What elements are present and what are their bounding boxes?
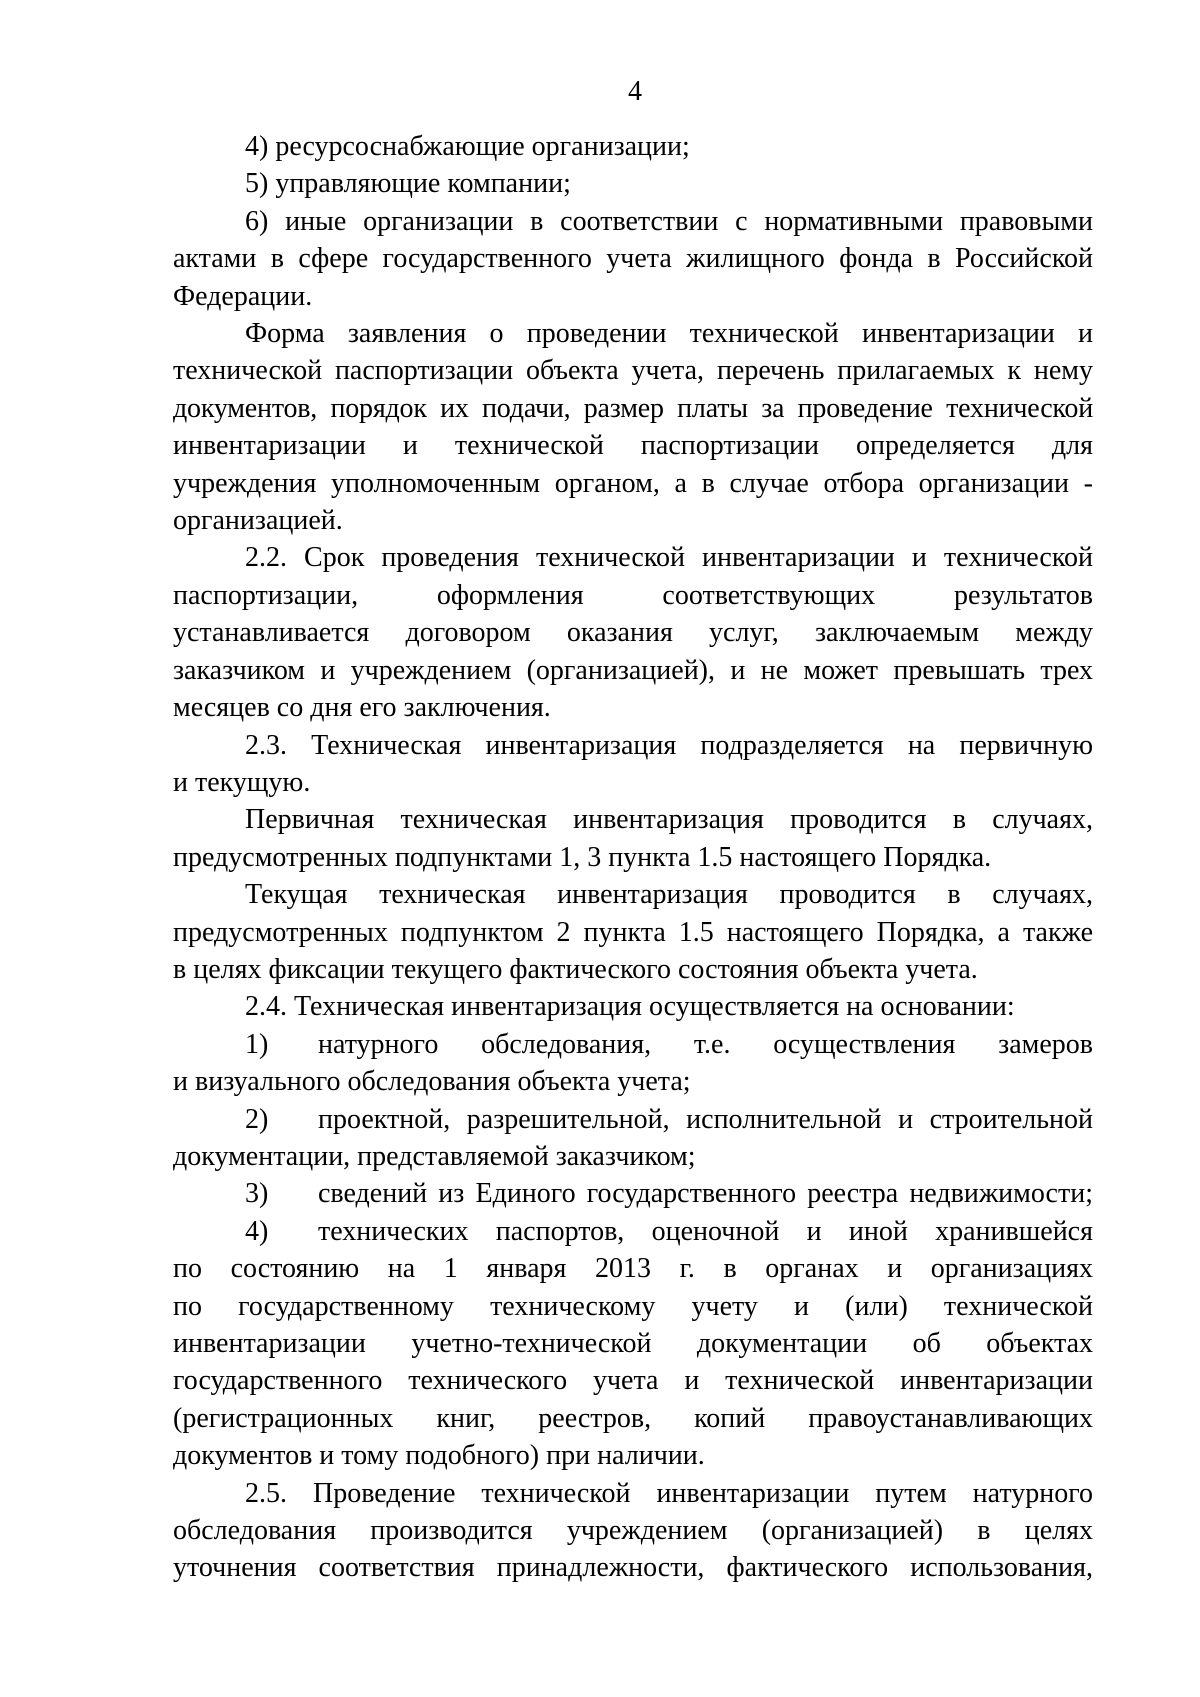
clause-2-2-line-2: паспортизации, оформления соответствующих результатов bbox=[173, 579, 1093, 611]
paragraph-form-line-2: технической паспортизации объекта учета, перечень прилагаемых к нему bbox=[173, 355, 1093, 387]
paragraph-form-line-1: Форма заявления о проведении технической инвентаризации и bbox=[245, 318, 1093, 350]
list-item-5: 5) управляющие компании; bbox=[245, 168, 571, 200]
paragraph-form-line-3: документов, порядок их подачи, размер платы за проведение технической bbox=[173, 392, 1093, 424]
basis-item-1-line-2: и визуального обследования объекта учета; bbox=[173, 1066, 691, 1098]
clause-2-2-line-1: 2.2. Срок проведения технической инвентаризации и технической bbox=[245, 542, 1093, 574]
paragraph-current-line-2: предусмотренных подпунктом 2 пункта 1.5 настоящего Порядка, а также bbox=[173, 916, 1093, 948]
basis-item-3-number: 3) bbox=[245, 1178, 269, 1210]
basis-item-2-line-2: документации, представляемой заказчиком; bbox=[173, 1140, 696, 1172]
basis-item-2-text: проектной, разрешительной, исполнительной и строительной bbox=[318, 1103, 1093, 1135]
basis-item-1 bbox=[173, 1026, 1093, 1063]
basis-item-4-text: технических паспортов, оценочной и иной хранившейся bbox=[318, 1215, 1093, 1247]
clause-2-2-line-5: месяцев со дня его заключения. bbox=[173, 692, 551, 724]
basis-item-2-number: 2) bbox=[245, 1103, 269, 1135]
list-item-4: 4) ресурсоснабжающие организации; bbox=[245, 131, 690, 162]
basis-item-4-line-7: документов и тому подобного) при наличии. bbox=[173, 1440, 705, 1472]
paragraph-current-line-1: Текущая техническая инвентаризация проводится в случаях, bbox=[245, 879, 1093, 911]
basis-item-1-number: 1) bbox=[245, 1028, 269, 1060]
clause-2-5-line-1: 2.5. Проведение технической инвентаризации путем натурного bbox=[245, 1477, 1093, 1509]
basis-item-4-line-6: (регистрационных книг, реестров, копий правоустанавливающих bbox=[173, 1402, 1093, 1434]
clause-2-5-line-2: обследования производится учреждением (организацией) в целях bbox=[173, 1515, 1093, 1547]
paragraph-current-line-3: в целях фиксации текущего фактического состояния объекта учета. bbox=[173, 953, 978, 985]
list-item-6-line-1: 6) иные организации в соответствии с нормативными правовыми bbox=[245, 205, 1093, 237]
paragraph-form-line-5: учреждения уполномоченным органом, а в случае отбора организации - bbox=[173, 467, 1093, 499]
basis-item-4-line-2: по состоянию на 1 января 2013 г. в органах и организациях bbox=[173, 1253, 1093, 1285]
paragraph-primary-line-2: предусмотренных подпунктами 1, 3 пункта 1.5 настоящего Порядка. bbox=[173, 841, 992, 873]
basis-item-4-line-4: инвентаризации учетно-технической документации об объектах bbox=[173, 1328, 1093, 1359]
list-item-6-line-2: актами в сфере государственного учета жилищного фонда в Российской bbox=[173, 243, 1093, 275]
paragraph-form-line-4: инвентаризации и технической паспортизации определяется для bbox=[173, 430, 1093, 462]
clause-2-2-line-3: устанавливается договором оказания услуг, заключаемым между bbox=[173, 617, 1093, 649]
basis-item-4-line-3: по государственному техническому учету и (или) технической bbox=[173, 1290, 1093, 1322]
clause-2-3-line-2: и текущую. bbox=[173, 766, 311, 798]
basis-item-4-number: 4) bbox=[245, 1215, 269, 1247]
basis-item-3 bbox=[173, 1175, 1093, 1212]
basis-item-4 bbox=[173, 1213, 1093, 1250]
clause-2-4: 2.4. Техническая инвентаризация осуществляется на основании: bbox=[245, 991, 1015, 1023]
clause-2-3-line-1: 2.3. Техническая инвентаризация подразделяется на первичную bbox=[245, 729, 1093, 761]
basis-item-1-text: натурного обследования, т.е. осуществления замеров bbox=[318, 1028, 1093, 1060]
basis-item-2 bbox=[173, 1101, 1093, 1138]
page-number: 4 bbox=[628, 76, 642, 107]
basis-item-4-line-5: государственного технического учета и технической инвентаризации bbox=[173, 1365, 1093, 1397]
paragraph-form-line-6: организацией. bbox=[173, 505, 343, 537]
clause-2-5-line-3: уточнения соответствия принадлежности, фактического использования, bbox=[173, 1552, 1093, 1584]
paragraph-primary-line-1: Первичная техническая инвентаризация проводится в случаях, bbox=[245, 804, 1093, 836]
basis-item-3-text: сведений из Единого государственного реестра недвижимости; bbox=[318, 1178, 1093, 1210]
list-item-6-line-3: Федерации. bbox=[173, 280, 313, 312]
clause-2-2-line-4: заказчиком и учреждением (организацией), и не может превышать трех bbox=[173, 654, 1093, 686]
document-body bbox=[173, 128, 1093, 1587]
